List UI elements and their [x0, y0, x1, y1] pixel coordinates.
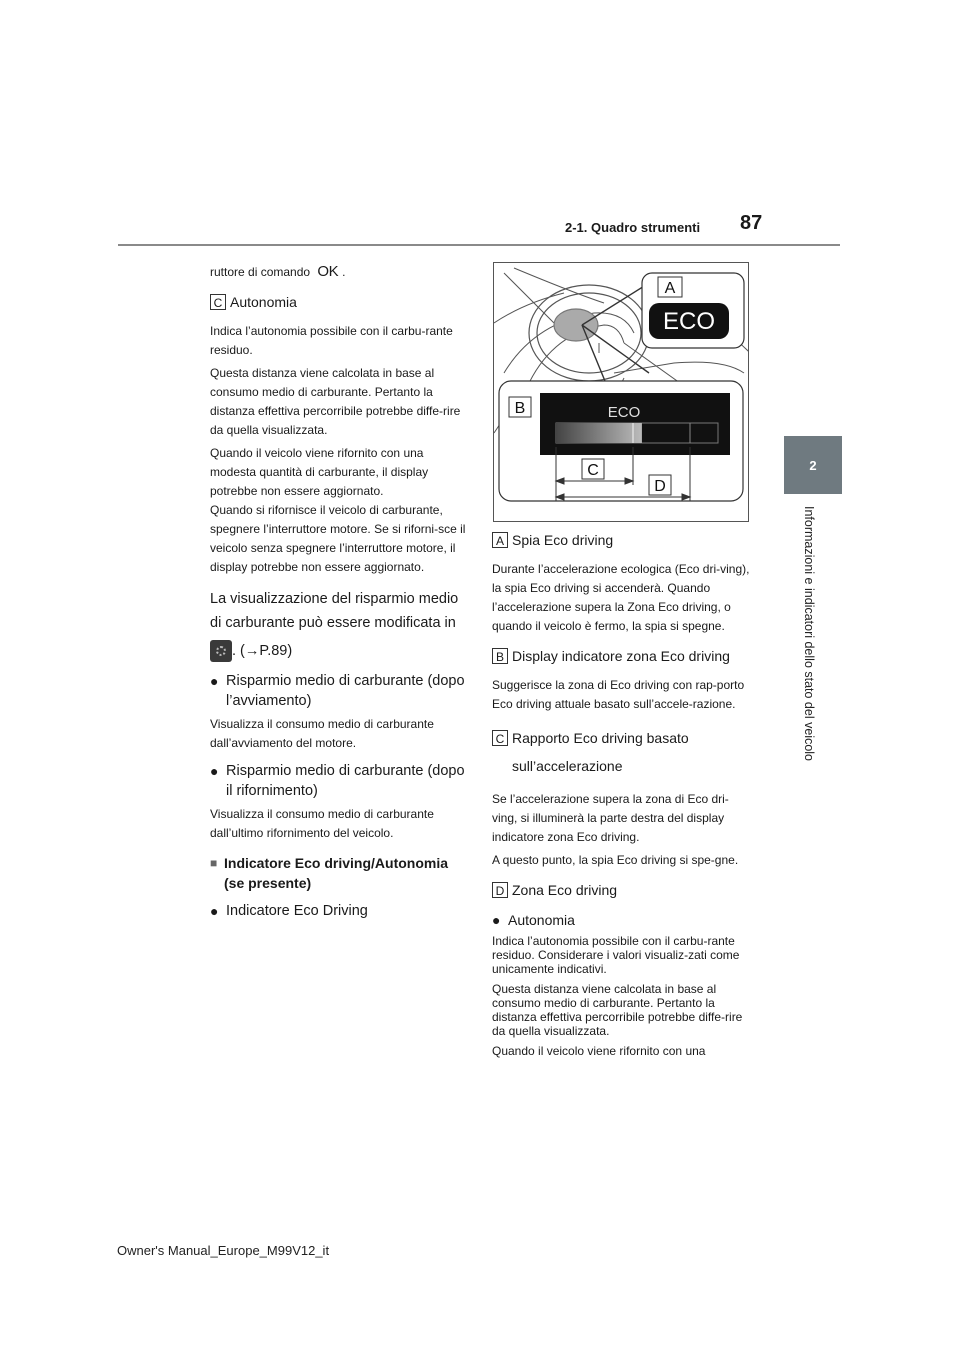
item-b-text: Suggerisce la zona di Eco driving con rap-porto Eco driving attuale basato sull’accele-razione.: [492, 678, 745, 711]
fuel-display-paragraph: [210, 587, 472, 635]
intro-suffix: .: [342, 265, 346, 279]
settings-reference-line: [210, 639, 472, 663]
item-c-paragraph-3: Quando il veicolo viene rifornito con una modesta quantità di carburante, il display potrebbe non essere aggiornato.: [210, 446, 429, 498]
left-column: [210, 262, 472, 925]
eco-display-label: ECO: [607, 404, 641, 421]
bullet-after-refuel: [210, 761, 472, 801]
label-c: C: [587, 462, 599, 479]
item-a-text: Durante l’accelerazione ecologica (Eco dri-ving), la spia Eco driving si accenderà. Quando l’accelerazione supera la Zona Eco driving, o quando il veicolo è fermo, la spia si spegne.: [492, 562, 750, 633]
item-b-title: Display indicatore zona Eco driving: [512, 648, 730, 664]
fuel-display-text: La visualizzazione del risparmio medio di carburante può essere modificata in: [210, 591, 459, 631]
item-c-right-label-box: C: [492, 730, 508, 746]
bullet-dot-icon: ●: [492, 912, 501, 928]
item-c-right-title: Rapporto Eco driving basato sull’accelerazione: [512, 730, 689, 774]
bullet-after-start-text: Visualizza il consumo medio di carburante dall’avviamento del motore.: [210, 717, 434, 750]
bullet-autonomia-title: Autonomia: [508, 912, 575, 928]
item-d-heading: [492, 880, 750, 900]
bullet-after-refuel-title: Risparmio medio di carburante (dopo il rifornimento): [226, 763, 465, 799]
steering-wheel-drawing: [529, 285, 649, 381]
item-d-title: Zona Eco driving: [512, 882, 618, 898]
settings-gear-icon: [210, 640, 232, 662]
item-a-label-box: A: [492, 532, 508, 548]
eco-indicator-heading-text: Indicatore Eco driving/Autonomia (se presente): [224, 855, 449, 891]
item-c-right-text-2: A questo punto, la spia Eco driving si spe-gne.: [492, 853, 739, 867]
bullet-after-refuel-text: Visualizza il consumo medio di carburante dall’ultimo rifornimento del veicolo.: [210, 807, 434, 840]
chapter-side-label: Informazioni e indicatori dello stato del veicolo: [802, 506, 816, 761]
eco-bar-fill: [556, 423, 642, 443]
item-c-right-text-1: Se l’accelerazione supera la zona di Eco dri-ving, si illuminerà la parte destra del display indicatore zona Eco driving.: [492, 792, 729, 844]
header-rule: [118, 244, 840, 246]
bullet-dot-icon: ●: [210, 673, 219, 689]
chapter-tab: 2: [784, 436, 842, 494]
bullet-after-start-title: Risparmio medio di carburante (dopo l’avviamento): [226, 673, 465, 709]
footer-text: Owner's Manual_Europe_M99V12_it: [117, 1243, 330, 1258]
settings-reference: . (→P.89): [232, 643, 293, 659]
item-c-heading: [210, 292, 472, 312]
item-a-heading: [492, 530, 750, 550]
eco-indicator-heading: [210, 853, 472, 893]
bullet-dot-icon: ●: [210, 903, 219, 919]
item-c-label-box: C: [210, 294, 226, 310]
right-column: [492, 530, 750, 1064]
item-c-title: Autonomia: [230, 294, 297, 310]
label-a: A: [664, 280, 676, 297]
ok-button-symbol: OK: [317, 263, 339, 280]
label-b: B: [514, 400, 526, 417]
page-number: 87: [740, 212, 763, 234]
item-c-heading-right: [492, 724, 750, 780]
section-title: 2-1. Quadro strumenti: [565, 220, 701, 235]
label-d: D: [654, 478, 666, 495]
bullet-dot-icon: ●: [210, 763, 219, 779]
intro-line: [210, 262, 472, 282]
eco-badge-text: ECO: [662, 308, 716, 335]
bullet-autonomia-text-1: Indica l’autonomia possibile con il carbu-rante residuo. Considerare i valori visualiz-zati come unicamente indicativi.: [492, 934, 740, 976]
eco-indicator-illustration: [493, 262, 749, 522]
bullet-after-start: [210, 671, 472, 711]
item-d-label-box: D: [492, 882, 508, 898]
chapter-side-text: [802, 506, 824, 926]
bullet-autonomia-text-2: Questa distanza viene calcolata in base al consumo medio di carburante. Pertanto la distanza effettiva percorribile potrebbe diffe-rire da quella visualizzata.: [492, 982, 743, 1038]
item-c-paragraph-2: Questa distanza viene calcolata in base al consumo medio di carburante. Pertanto la distanza effettiva percorribile potrebbe diffe-rire da quella visualizzata.: [210, 366, 461, 437]
item-c-paragraph-4: Quando si rifornisce il veicolo di carburante, spegnere l’interruttore motore. Se si riforni-sce il veicolo senza spegnere l’interruttore motore, il display potrebbe non essere aggiornato.: [210, 503, 466, 574]
item-b-heading: [492, 646, 750, 666]
item-b-label-box: B: [492, 648, 508, 664]
illustration-drawing: [494, 263, 749, 522]
item-a-title: Spia Eco driving: [512, 532, 614, 548]
intro-prefix: ruttore di comando: [210, 265, 311, 279]
bullet-eco-driving: [210, 901, 472, 921]
bullet-autonomia: [492, 910, 750, 930]
bullet-autonomia-text-3: Quando il veicolo viene rifornito con una: [492, 1044, 706, 1058]
bullet-eco-driving-title: Indicatore Eco Driving: [226, 903, 368, 919]
square-bullet-icon: ■: [210, 856, 218, 870]
item-c-paragraph-1: Indica l’autonomia possibile con il carbu-rante residuo.: [210, 324, 453, 357]
